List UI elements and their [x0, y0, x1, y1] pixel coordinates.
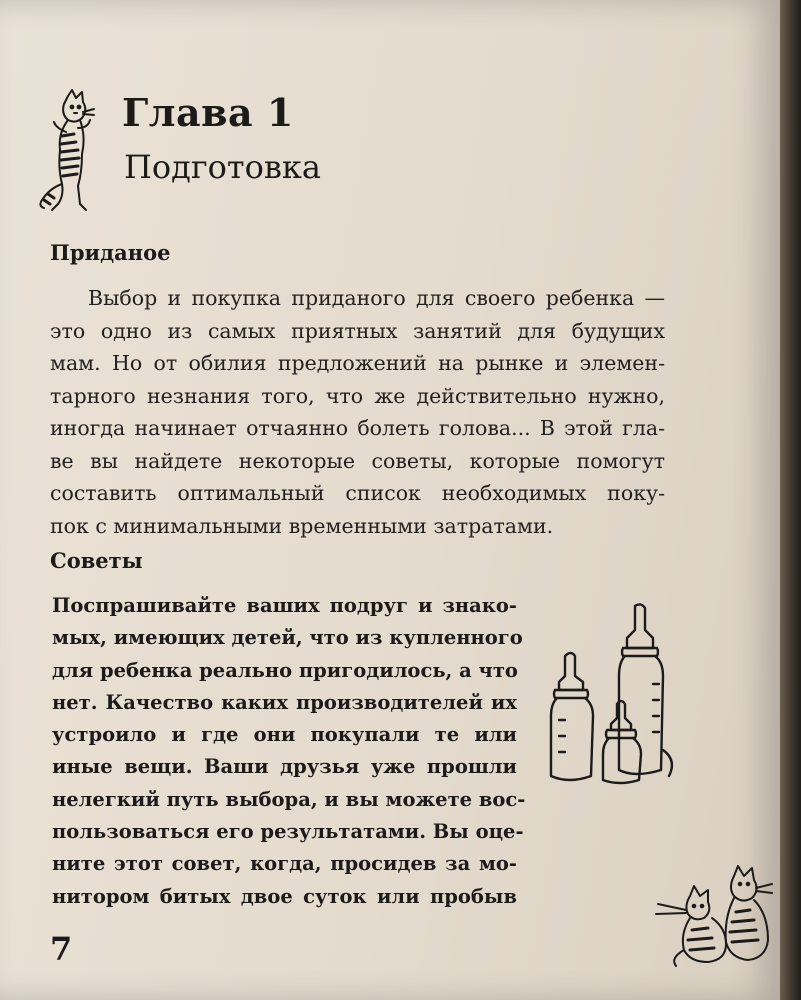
- paragraph-line: Выбор и покупка приданого для своего ребенка —: [88, 286, 665, 310]
- paragraph-line: пользоваться его результатами. Вы оце-: [52, 820, 524, 844]
- paragraph-line: нет. Качество каких производителей их: [52, 690, 517, 714]
- paragraph-line: Поспрашивайте ваших подруг и знако-: [52, 594, 517, 617]
- section-heading-sovety: Советы: [50, 548, 143, 573]
- chapter-title: Подготовка: [124, 148, 321, 186]
- page-number: 7: [50, 930, 73, 968]
- paragraph-line: нитором битых двое суток или пробыв: [52, 884, 517, 908]
- paragraph-line: составить оптимальный список необходимых поку-: [50, 481, 665, 505]
- paragraph-line: ве вы найдете некоторые советы, которые помогут: [50, 448, 665, 473]
- paragraph-line: устроило и где они покупали те или: [52, 723, 517, 747]
- chapter-number: Глава 1: [122, 90, 294, 135]
- paragraph-line: это одно из самых приятных занятий для будущих: [50, 318, 665, 343]
- section-heading-pridanoe: Приданое: [50, 240, 171, 265]
- paragraph-line: мам. Но от обилия предложений на рынке и элемен-: [50, 351, 665, 375]
- book-spine-edge: [780, 0, 801, 1000]
- paragraph-line: иные вещи. Ваши друзья уже прошли: [52, 755, 517, 779]
- paragraph-line: нелегкий путь выбора, и вы можете вос-: [52, 787, 526, 811]
- paragraph-pridanoe: [50, 282, 665, 542]
- paragraph-line: пок с минимальными временными затратами.: [50, 513, 554, 538]
- two-cats-icon: [650, 862, 780, 967]
- cat-standing-icon: [28, 88, 98, 213]
- paragraph-line: тарного незнания того, что же действительно нужно,: [50, 383, 665, 408]
- paragraph-sovety: [52, 590, 526, 913]
- paragraph-line: иногда начинает отчаянно болеть голова... В этой гла-: [50, 416, 665, 440]
- paragraph-line: мых, имеющих детей, что из купленного: [52, 626, 523, 650]
- paragraph-line: ните этот совет, когда, просидев за мо-: [52, 852, 517, 876]
- paragraph-line: для ребенка реально пригодилось, а что: [52, 658, 518, 682]
- baby-bottles-icon: [545, 600, 695, 790]
